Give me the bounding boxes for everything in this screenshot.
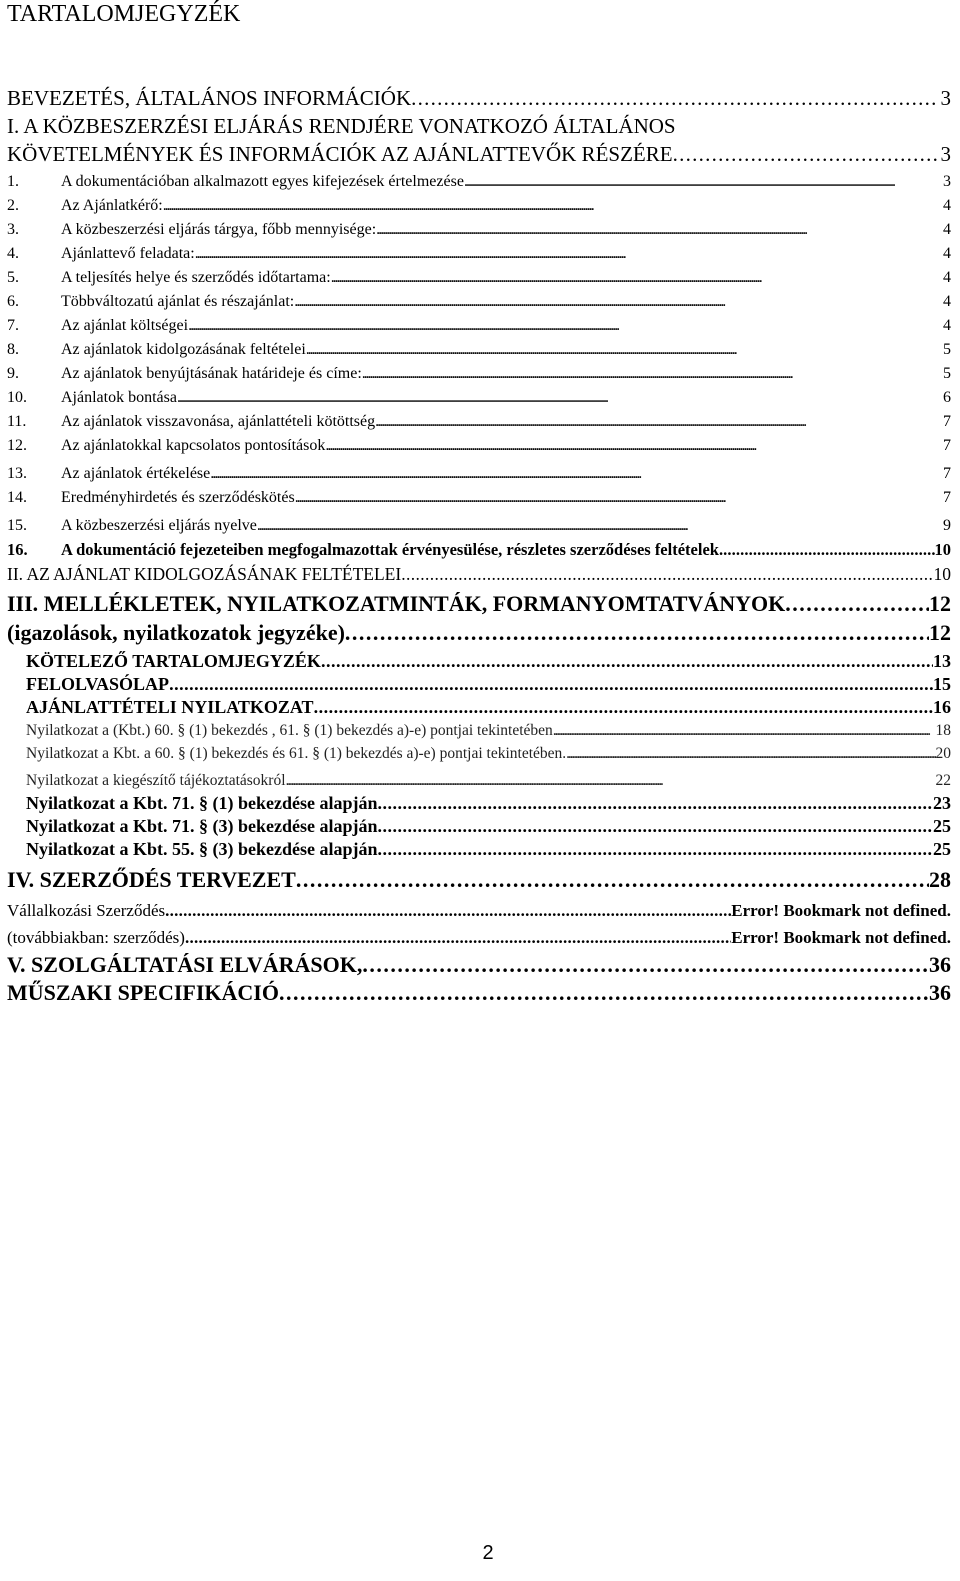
toc-entry-label: Többváltozatú ajánlat és részajánlat:	[61, 293, 295, 310]
toc-entry-label: II. AZ AJÁNLAT KIDOLGOZÁSÁNAK FELTÉTELEI	[7, 564, 402, 584]
toc-entry-page: 23	[933, 793, 951, 813]
toc-entry[interactable]	[7, 742, 951, 765]
toc-entry-label: IV. SZERZŐDÉS TERVEZET	[7, 867, 296, 892]
toc-entry-page: 10	[934, 540, 951, 559]
toc-entry-page: 6	[943, 389, 951, 406]
toc-entry-page: 7	[943, 489, 951, 506]
toc-entry[interactable]	[7, 314, 951, 338]
toc-entry[interactable]	[7, 290, 951, 314]
toc-entry[interactable]	[7, 410, 951, 434]
toc-dot-leader	[464, 170, 943, 194]
toc-entry-page: Error! Bookmark not defined.	[731, 928, 951, 947]
toc-entry-label: Ajánlattevő feladata:	[61, 245, 195, 262]
toc-entry[interactable]	[7, 924, 951, 951]
toc-entry[interactable]	[7, 562, 951, 586]
toc-entry-page: 25	[933, 839, 951, 859]
toc-entry[interactable]	[7, 218, 951, 242]
toc-entry-page: 4	[943, 221, 951, 238]
toc-dot-leader	[286, 769, 936, 792]
toc-entry[interactable]	[7, 696, 951, 719]
toc-dot-leader	[553, 719, 936, 742]
toc-entry[interactable]	[7, 266, 951, 290]
toc-entry-page: 10	[933, 564, 951, 584]
toc-entry-number: 10.	[7, 389, 27, 406]
toc-entry[interactable]	[7, 194, 951, 218]
toc-entry-label: BEVEZETÉS, ÁLTALÁNOS INFORMÁCIÓK	[7, 86, 412, 110]
toc-entry-page: 20	[935, 745, 951, 762]
toc-entry-label: Az ajánlatok kidolgozásának feltételei	[61, 341, 306, 358]
toc-entry-number: 2.	[7, 197, 19, 214]
toc-entry-label: Nyilatkozat a Kbt. 71. § (1) bekezdése alapján	[26, 793, 378, 813]
toc-entry-number: 15.	[7, 517, 27, 534]
toc-entry-page: 9	[943, 517, 951, 534]
toc-entry-label: Az ajánlatok benyújtásának határideje és címe:	[61, 365, 362, 382]
toc-dot-leader	[195, 242, 943, 266]
toc-entry[interactable]	[7, 486, 951, 510]
toc-entry-label: Az ajánlatok értékelése	[61, 465, 211, 482]
toc-entry[interactable]	[7, 838, 951, 861]
toc-entry-page: 15	[933, 674, 951, 694]
toc-entry-page: 12	[929, 591, 951, 616]
toc-dot-leader	[296, 866, 929, 894]
toc-entry-label: Ajánlatok bontása	[61, 389, 177, 406]
toc-dot-leader	[345, 618, 929, 647]
toc-entry-number: 5.	[7, 269, 19, 286]
toc-dot-leader	[673, 140, 939, 168]
toc-entry[interactable]	[7, 769, 951, 792]
toc-entry[interactable]	[7, 538, 951, 562]
toc-entry-label: (továbbiakban: szerződés)	[7, 928, 185, 947]
toc-entry-label: Nyilatkozat a kiegészítő tájékoztatásokról	[26, 772, 286, 789]
toc-entry-page: 5	[943, 365, 951, 382]
toc-entry-label: Az ajánlat költségei	[61, 317, 189, 334]
toc-dot-leader	[566, 742, 935, 765]
toc-dot-leader	[321, 650, 933, 673]
toc-entry[interactable]	[7, 897, 951, 924]
toc-dot-leader	[314, 696, 933, 719]
toc-entry-page: 3	[943, 173, 951, 190]
toc-entry-label: Az Ajánlatkérő:	[61, 197, 163, 214]
toc-dot-leader	[362, 951, 929, 979]
toc-dot-leader	[177, 386, 943, 410]
toc-entry-label: KÖTELEZŐ TARTALOMJEGYZÉK	[26, 651, 321, 671]
toc-entry-label: Az ajánlatok visszavonása, ajánlattételi kötöttség	[61, 413, 376, 430]
toc-entry-page: 28	[929, 867, 951, 892]
toc-entry-label: V. SZOLGÁLTATÁSI ELVÁRÁSOK,	[7, 952, 363, 977]
toc-entry[interactable]	[7, 434, 951, 458]
toc-entry-page: 4	[943, 245, 951, 262]
toc-entry-page: 7	[943, 465, 951, 482]
toc-dot-leader	[377, 815, 933, 838]
toc-entry-number: 12.	[7, 437, 27, 454]
toc-entry-number: 9.	[7, 365, 19, 382]
toc-entry-page: 36	[929, 980, 951, 1005]
toc-entry-number: 11.	[7, 413, 27, 430]
toc-entry[interactable]	[7, 362, 951, 386]
toc-entry-label: (igazolások, nyilatkozatok jegyzéke)	[7, 620, 345, 645]
toc-entry[interactable]	[7, 242, 951, 266]
toc-dot-leader	[331, 266, 943, 290]
toc-dot-leader	[362, 362, 943, 386]
toc-entry[interactable]	[7, 979, 951, 1007]
toc-dot-leader	[185, 924, 731, 951]
toc-entry-page: 18	[935, 722, 951, 739]
page-number: 2	[482, 1542, 494, 1564]
toc-dot-leader	[785, 589, 929, 618]
toc-entry-number: 1.	[7, 173, 19, 190]
toc-entry[interactable]	[7, 673, 951, 696]
toc-entry[interactable]	[7, 514, 951, 538]
toc-entry-label: Nyilatkozat a (Kbt.) 60. § (1) bekezdés , 61. § (1) bekezdés a)-e) pontjai tekintetében	[26, 722, 553, 739]
toc-dot-leader	[163, 194, 943, 218]
toc-entry-label: FELOLVASÓLAP	[26, 674, 170, 694]
toc-entry-label: MŰSZAKI SPECIFIKÁCIÓ	[7, 980, 279, 1005]
toc-entry-number: 6.	[7, 293, 19, 310]
toc-entry-page: 7	[943, 413, 951, 430]
toc-dot-leader	[165, 897, 731, 924]
toc-entry-page: 25	[933, 816, 951, 836]
toc-entry-page: 13	[933, 651, 951, 671]
toc-entry-label: Nyilatkozat a Kbt. 71. § (3) bekezdése alapján	[26, 816, 378, 836]
toc-entry-label: Vállalkozási Szerződés	[7, 901, 166, 920]
toc-entry-page: 7	[943, 437, 951, 454]
toc-entry-number: 16.	[7, 540, 28, 559]
toc-entry-label: Eredményhirdetés és szerződéskötés	[61, 489, 295, 506]
toc-entry[interactable]	[7, 589, 951, 618]
toc-entry-number: 14.	[7, 489, 27, 506]
toc-entry[interactable]	[7, 170, 951, 194]
toc-dot-leader	[210, 462, 943, 486]
toc-entry[interactable]	[7, 112, 951, 140]
toc-dot-leader	[375, 410, 943, 434]
toc-entry-page: 3	[940, 142, 951, 166]
toc-entry-page: 4	[943, 317, 951, 334]
toc-entry-label: Az ajánlatokkal kapcsolatos pontosítások	[61, 437, 326, 454]
toc-dot-leader	[306, 338, 943, 362]
toc-entry-label: A közbeszerzési eljárás tárgya, főbb mennyisége:	[61, 221, 377, 238]
toc-entry-page: 12	[929, 620, 951, 645]
toc-entry-page: 4	[943, 269, 951, 286]
toc-entry-label: Nyilatkozat a Kbt. 55. § (3) bekezdése alapján	[26, 839, 378, 859]
toc-entry-label: A dokumentáció fejezeteiben megfogalmazottak érvényesülése, részletes szerződéses feltételek.	[61, 540, 724, 559]
toc-entry-page: 3	[940, 86, 951, 110]
toc-entry-number: 13.	[7, 465, 27, 482]
toc-entry-label: A közbeszerzési eljárás nyelve	[61, 517, 257, 534]
toc-entry-label: III. MELLÉKLETEK, NYILATKOZATMINTÁK, FORMANYOMTATVÁNYOK	[7, 591, 786, 616]
toc-entry-page: 4	[943, 293, 951, 310]
toc-entry[interactable]	[7, 866, 951, 894]
toc-dot-leader	[188, 314, 943, 338]
toc-entry[interactable]	[7, 618, 951, 647]
toc-dot-leader	[401, 562, 933, 586]
table-of-contents	[7, 84, 951, 1007]
toc-entry[interactable]	[7, 650, 951, 673]
toc-entry[interactable]	[7, 140, 951, 168]
toc-dot-leader	[279, 979, 929, 1007]
toc-dot-leader	[723, 538, 934, 562]
toc-entry[interactable]	[7, 815, 951, 838]
toc-entry-number: 4.	[7, 245, 19, 262]
toc-dot-leader	[169, 673, 933, 696]
toc-entry-label: KÖVETELMÉNYEK ÉS INFORMÁCIÓK AZ AJÁNLATTEVŐK RÉSZÉRE	[7, 142, 673, 166]
toc-dot-leader	[376, 218, 943, 242]
toc-entry-page: 22	[935, 772, 951, 789]
toc-entry-number: 7.	[7, 317, 19, 334]
toc-entry-number: 8.	[7, 341, 19, 358]
toc-dot-leader	[257, 514, 943, 538]
toc-entry[interactable]	[7, 462, 951, 486]
toc-entry[interactable]	[7, 719, 951, 742]
toc-entry-label: AJÁNLATTÉTELI NYILATKOZAT	[26, 697, 314, 717]
toc-entry[interactable]	[7, 338, 951, 362]
toc-entry[interactable]	[7, 951, 951, 979]
toc-dot-leader	[295, 486, 943, 510]
toc-entry-number: 3.	[7, 221, 19, 238]
toc-entry-label: A dokumentációban alkalmazott egyes kifejezések értelmezése	[61, 173, 464, 190]
toc-entry-page: Error! Bookmark not defined.	[731, 901, 951, 920]
toc-entry-page: 16	[933, 697, 951, 717]
page-title: TARTALOMJEGYZÉK	[7, 1, 241, 27]
toc-entry-label: I. A KÖZBESZERZÉSI ELJÁRÁS RENDJÉRE VONATKOZÓ ÁLTALÁNOS	[7, 114, 676, 138]
toc-entry-page: 5	[943, 341, 951, 358]
toc-dot-leader	[325, 434, 943, 458]
toc-entry[interactable]	[7, 84, 951, 112]
toc-entry-page: 36	[929, 952, 951, 977]
toc-dot-leader	[377, 792, 933, 815]
toc-dot-leader	[294, 290, 943, 314]
toc-entry[interactable]	[7, 792, 951, 815]
toc-dot-leader	[377, 838, 933, 861]
toc-entry-page: 4	[943, 197, 951, 214]
toc-entry-label: A teljesítés helye és szerződés időtartama:	[61, 269, 331, 286]
toc-entry[interactable]	[7, 386, 951, 410]
toc-entry-label: Nyilatkozat a Kbt. a 60. § (1) bekezdés és 61. § (1) bekezdés a)-e) pontjai tekintetében.	[26, 745, 567, 762]
toc-dot-leader	[411, 84, 938, 112]
